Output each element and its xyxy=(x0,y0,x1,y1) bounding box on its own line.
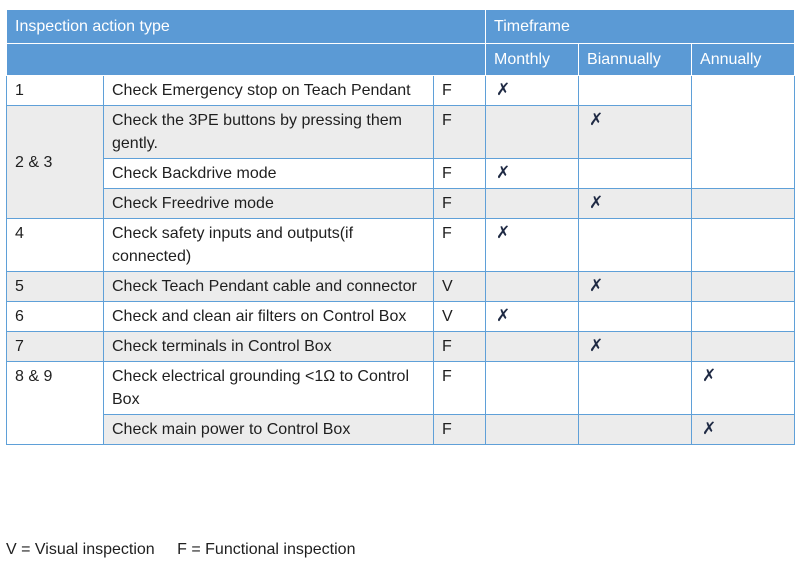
table-row xyxy=(7,106,795,159)
row-action: Check electrical grounding <1Ω to Control Box xyxy=(104,362,434,415)
check-mark-biannually xyxy=(587,163,589,183)
row-type: F xyxy=(434,415,486,445)
legend-visual: V = Visual inspection xyxy=(6,541,155,558)
check-mark-annually xyxy=(700,276,702,296)
legend xyxy=(6,541,373,559)
legend-functional: F = Functional inspection xyxy=(177,541,356,558)
check-mark-monthly xyxy=(494,193,496,213)
check-mark-monthly xyxy=(494,336,496,356)
check-mark-annually xyxy=(700,306,702,326)
row-number: 7 xyxy=(7,332,104,362)
header-annually: Annually xyxy=(692,44,795,76)
table-row xyxy=(7,415,795,445)
row-action: Check Teach Pendant cable and connector xyxy=(104,272,434,302)
table-row xyxy=(7,76,795,106)
check-mark-annually xyxy=(700,193,702,213)
table-row xyxy=(7,219,795,272)
table-row xyxy=(7,272,795,302)
row-action: Check and clean air filters on Control Box xyxy=(104,302,434,332)
row-number: 6 xyxy=(7,302,104,332)
check-mark-monthly xyxy=(494,276,496,296)
table-row xyxy=(7,189,795,219)
row-type: F xyxy=(434,219,486,272)
header-blank xyxy=(7,44,486,76)
row-action: Check terminals in Control Box xyxy=(104,332,434,362)
check-mark-biannually xyxy=(587,80,589,100)
check-mark-monthly: ✗ xyxy=(496,163,511,183)
row-type: V xyxy=(434,272,486,302)
header-biannually: Biannually xyxy=(579,44,692,76)
check-mark-monthly: ✗ xyxy=(496,306,511,326)
check-mark-monthly: ✗ xyxy=(496,223,511,243)
table-row xyxy=(7,362,795,415)
table-row xyxy=(7,159,795,189)
check-mark-annually: ✗ xyxy=(702,419,717,439)
check-mark-annually xyxy=(700,336,702,356)
check-mark-biannually xyxy=(587,306,589,326)
check-mark-biannually xyxy=(587,223,589,243)
header-timeframe: Timeframe xyxy=(486,10,795,44)
check-mark-biannually: ✗ xyxy=(589,193,604,213)
check-mark-annually xyxy=(700,223,702,243)
row-number: 4 xyxy=(7,219,104,272)
header-action-type: Inspection action type xyxy=(7,10,486,44)
check-mark-biannually: ✗ xyxy=(589,110,604,130)
header-monthly: Monthly xyxy=(486,44,579,76)
row-action: Check the 3PE buttons by pressing them gently. xyxy=(104,106,434,159)
check-mark-biannually: ✗ xyxy=(589,336,604,356)
row-action: Check safety inputs and outputs(if connected) xyxy=(104,219,434,272)
check-mark-annually xyxy=(700,80,702,100)
row-type: F xyxy=(434,362,486,415)
row-type: F xyxy=(434,189,486,219)
row-action: Check Backdrive mode xyxy=(104,159,434,189)
check-mark-monthly xyxy=(494,419,496,439)
check-mark-biannually: ✗ xyxy=(589,276,604,296)
check-mark-monthly xyxy=(494,366,496,386)
row-action: Check Freedrive mode xyxy=(104,189,434,219)
table-row xyxy=(7,332,795,362)
row-type: F xyxy=(434,332,486,362)
check-mark-annually: ✗ xyxy=(702,366,717,386)
row-number: 2 & 3 xyxy=(7,106,104,219)
row-type: F xyxy=(434,106,486,159)
row-action: Check Emergency stop on Teach Pendant xyxy=(104,76,434,106)
row-action: Check main power to Control Box xyxy=(104,415,434,445)
check-mark-biannually xyxy=(587,366,589,386)
table-row xyxy=(7,302,795,332)
row-type: F xyxy=(434,76,486,106)
row-number: 8 & 9 xyxy=(7,362,104,445)
check-mark-monthly xyxy=(494,110,496,130)
row-number: 1 xyxy=(7,76,104,106)
inspection-table xyxy=(6,9,795,445)
row-number: 5 xyxy=(7,272,104,302)
row-type: F xyxy=(434,159,486,189)
row-type: V xyxy=(434,302,486,332)
check-mark-biannually xyxy=(587,419,589,439)
check-mark-monthly: ✗ xyxy=(496,80,511,100)
